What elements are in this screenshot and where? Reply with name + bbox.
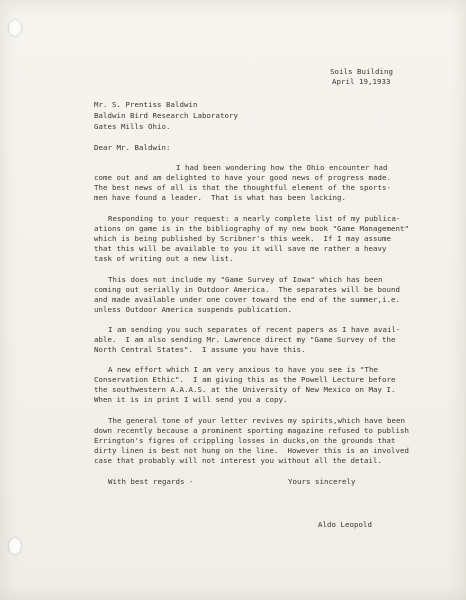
- body-line: Responding to your request: a nearly complete list of my publica-: [108, 214, 401, 223]
- recipient-name: Mr. S. Prentiss Baldwin: [94, 100, 198, 109]
- body-line: A new effort which I am very anxious to have you see is "The: [108, 365, 378, 374]
- body-line: North Central States". I assume you have this.: [94, 345, 306, 354]
- body-line: down recently because a prominent sporting magazine refused to publish: [94, 426, 409, 435]
- body-line: task of writing out a new list.: [94, 254, 234, 263]
- body-line: The best news of all is that the thoughtful element of the sports-: [94, 183, 391, 192]
- closing-sincerely: Yours sincerely: [288, 477, 356, 486]
- header-place: Soils Building: [330, 67, 393, 76]
- header-date: April 19,1933: [332, 77, 391, 86]
- body-line: the southwestern A.A.A.S. at the University of New Mexico on May I.: [94, 385, 396, 394]
- recipient-org: Baldwin Bird Research Laboratory: [94, 111, 238, 120]
- signature-name: Aldo Leopold: [318, 520, 372, 529]
- body-line: come out and am delighted to have your good news of progress made.: [94, 173, 391, 182]
- body-line: When it is in print I will send you a copy.: [94, 395, 288, 404]
- body-line: dirty linen is best not hung on the line. However this is an involved: [94, 446, 409, 455]
- body-line: I had been wondering how the Ohio encounter had: [176, 163, 388, 172]
- body-line: that this will be available to you it will save me rather a heavy: [94, 244, 387, 253]
- body-line: This does not include my "Game Survey of Iowa" which has been: [108, 275, 383, 284]
- body-line: coming out serially in Outdoor America. The separates will be bound: [94, 285, 400, 294]
- body-line: ations on game is in the bibliography of my new book "Game Management": [94, 224, 409, 233]
- body-line: case that probably will not interest you without all the detail.: [94, 456, 382, 465]
- closing-regards: With best regards -: [108, 477, 194, 486]
- body-line: Errington's figres of crippling losses in ducks,on the grounds that: [94, 436, 396, 445]
- body-line: able. I am also sending Mr. Lawrence direct my "Game Survey of the: [94, 335, 396, 344]
- body-line: I am sending you such separates of recent papers as I have avail-: [108, 325, 401, 334]
- recipient-city: Gates Mills Ohio.: [94, 122, 171, 131]
- punch-hole-top: [9, 20, 21, 36]
- body-line: The general tone of your letter revives my spirits,which have been: [108, 416, 405, 425]
- punch-hole-bottom: [9, 538, 21, 554]
- body-line: men have found a leader. That is what has been lacking.: [94, 193, 346, 202]
- body-line: and made available under one cover toward the end of the summer,i.e.: [94, 295, 400, 304]
- salutation: Dear Mr. Baldwin:: [94, 143, 171, 152]
- body-line: Conservation Ethic". I am giving this as the Powell Lecture before: [94, 375, 396, 384]
- body-line: unless Outdoor America suspends publication.: [94, 305, 292, 314]
- body-line: which is being published by Scribner's this week. If I may assume: [94, 234, 391, 243]
